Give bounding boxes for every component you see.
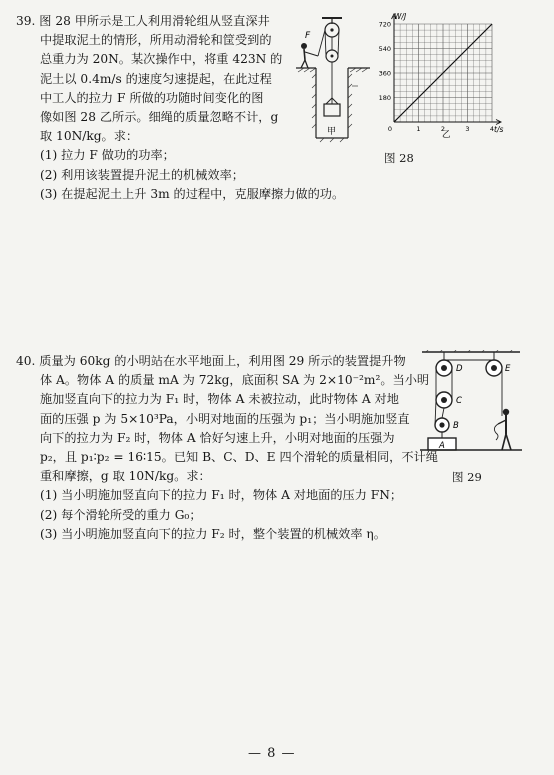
pulley-system-figure (420, 350, 522, 454)
q39-line: 泥土以 0.4m/s 的速度匀速提起，在此过程 (40, 71, 272, 86)
y-tick-label: 360 (378, 69, 391, 78)
well-pulley-figure (296, 16, 370, 146)
q39-subquestion-3: (3) 在提起泥土上升 3m 的过程中，克服摩擦力做的功。 (40, 186, 345, 201)
pulley-label-e: E (505, 364, 511, 374)
q40-line: p₂，且 p₁∶p₂ = 16∶15。已知 B、C、D、E 四个滑轮的质量相同，不计绳 (40, 450, 438, 465)
y-tick-label: 180 (378, 94, 391, 102)
x-tick-label: 2 (440, 125, 446, 133)
pulley-label-c: C (456, 396, 462, 406)
question-40 (16, 352, 436, 544)
q40-subquestion-1: (1) 当小明施加竖直向下的拉力 F₁ 时，物体 A 对地面的压力 FN； (40, 488, 403, 503)
y-axis-label: W/J (394, 12, 407, 21)
x-tick-label: 4 (489, 125, 495, 133)
fig-label-jia: 甲 (327, 127, 337, 137)
q40-subquestion-3: (3) 当小明施加竖直向下的拉力 F₂ 时，整个装置的机械效率 η。 (40, 526, 386, 541)
q40-subquestion-2: (2) 每个滑轮所受的重力 G₀； (40, 507, 202, 522)
y-tick-label: 540 (378, 45, 391, 53)
x-tick-label: 1 (416, 125, 421, 133)
x-axis-label: t/s (494, 125, 504, 134)
q40-line: 面的压强 p 为 5×10³Pa，小明对地面的压强为 p₁；当小明施加竖直 (40, 411, 410, 426)
q39-subquestion-1: (1) 拉力 F 做功的功率； (40, 148, 175, 163)
fig-label-yi: 乙 (442, 130, 451, 140)
x-tick-labels (388, 125, 494, 133)
q39-line: 总重力为 20N。某次操作中，将重 423N 的 (40, 52, 283, 67)
q39-subquestion-2: (2) 利用该装置提升泥土的机械效率； (40, 167, 244, 182)
x-tick-label: 0 (387, 125, 393, 133)
q39-line: 像如图 28 乙所示。细绳的质量忽略不计，g (40, 110, 279, 125)
q40-line: 体 A。物体 A 的质量 mA 为 72kg，底面积 SA 为 2×10⁻²m²。当小明 (40, 373, 430, 388)
x-tick-label: 3 (465, 125, 470, 133)
figure-28-caption: 图 28 (384, 151, 414, 165)
y-tick-labels (379, 21, 391, 103)
q39-line: 取 10N/kg。求： (40, 129, 139, 144)
q40-line: 重和摩擦，g 取 10N/kg。求： (40, 469, 211, 484)
q39-line: 39. 图 28 甲所示是工人利用滑轮组从竖直深井 (16, 14, 270, 28)
q40-line: 向下的拉力为 F₂ 时，物体 A 恰好匀速上升，小明对地面的压强为 (40, 430, 395, 445)
pulley-label-d: D (456, 364, 463, 374)
force-label: F (305, 31, 311, 41)
question-39 (16, 12, 345, 204)
page-number: — 8 — (248, 746, 296, 761)
y-tick-label: 720 (378, 20, 391, 29)
block-label-a: A (439, 441, 445, 451)
q40-line: 施加竖直向下的拉力为 F₁ 时，物体 A 未被拉动，此时物体 A 对地 (40, 392, 399, 407)
pulley-label-b: B (453, 421, 459, 431)
q39-line: 中提取泥土的情形，所用动滑轮和筐受到的 (40, 33, 272, 48)
figure-29-caption: 图 29 (452, 470, 482, 484)
work-time-chart (374, 8, 508, 140)
q40-line: 40. 质量为 60kg 的小明站在水平地面上，利用图 29 所示的装置提升物 (16, 354, 406, 368)
q39-line: 中工人的拉力 F 所做的功随时间变化的图 (40, 90, 264, 105)
